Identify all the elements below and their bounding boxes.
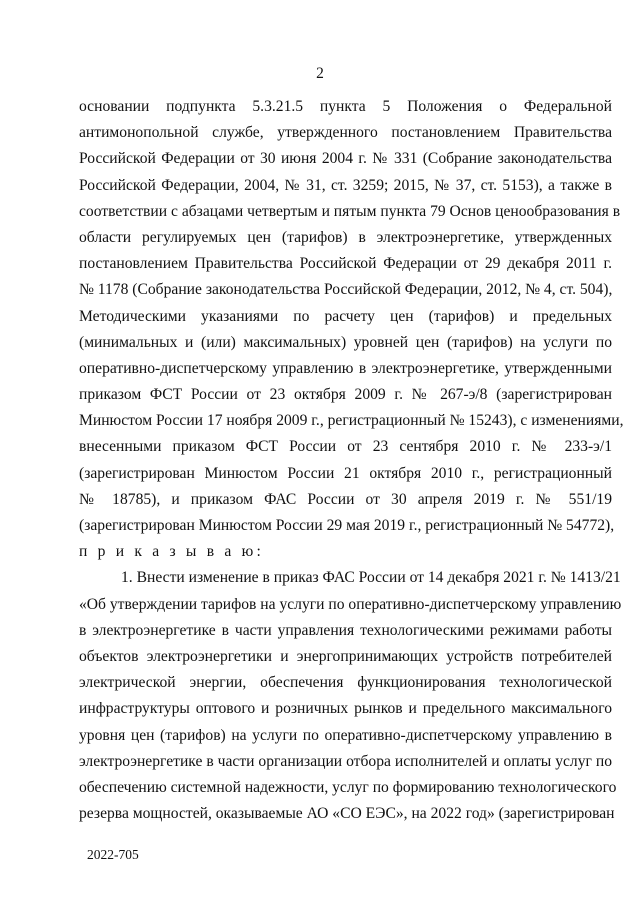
text-line: области регулируемых цен (тарифов) в электроэнергетике, утвержденных	[79, 228, 612, 246]
text-line: № 18785), и приказом ФАС России от 30 апреля 2019 г. № 551/19	[79, 490, 612, 508]
text-line: основании подпункта 5.3.21.5 пункта 5 Положения о Федеральной	[79, 98, 612, 115]
text-line: (зарегистрирован Минюстом России 21 октября 2010 г., регистрационный	[79, 464, 612, 482]
text-line: «Об утверждении тарифов на услуги по оперативно-диспетчерскому управлению	[79, 595, 622, 613]
text-line: соответствии с абзацами четвертым и пятым пункта 79 Основ ценообразования в	[79, 202, 621, 220]
text-line: электрической энергии, обеспечения функционирования технологической	[79, 674, 612, 692]
text-line: постановлением Правительства Российской Федерации от 29 декабря 2011 г.	[79, 255, 612, 273]
document-body	[79, 94, 624, 827]
item-1-paragraph	[79, 565, 622, 827]
text-line: Российской Федерации от 30 июня 2004 г. № 331 (Собрание законодательства	[79, 150, 612, 168]
text-line: Методическими указаниями по расчету цен (тарифов) и предельных	[79, 307, 612, 325]
document-code: 2022-705	[87, 847, 139, 862]
text-line: обеспечению системной надежности, услуг по формированию технологического	[79, 778, 617, 796]
text-line: (минимальных и (или) максимальных) уровней цен (тарифов) на услуги по	[79, 333, 612, 351]
text-line: электроэнергетике в части организации отбора исполнителей и оплаты услуг по	[79, 752, 612, 770]
text-line: резерва мощностей, оказываемые АО «СО ЕЭС», на 2022 год» (зарегистрирован	[79, 805, 615, 823]
text-line: 1. Внести изменение в приказ ФАС России от 14 декабря 2021 г. № 1413/21	[121, 569, 621, 587]
prikazyvayu-heading: п р и к а з ы в а ю:	[79, 543, 264, 561]
text-line: Российской Федерации, 2004, № 31, ст. 3259; 2015, № 37, ст. 5153), а также в	[79, 176, 612, 194]
text-line: приказом ФСТ России от 23 октября 2009 г. № 267-э/8 (зарегистрирован	[79, 386, 612, 404]
text-line: в электроэнергетике в части управления технологическими режимами работы	[79, 621, 612, 639]
text-line: оперативно-диспетчерскому управлению в электроэнергетике, утвержденными	[79, 359, 612, 377]
text-line: (зарегистрирован Минюстом России 29 мая 2019 г., регистрационный № 54772),	[79, 517, 615, 534]
intro-paragraph	[79, 94, 624, 539]
text-line: внесенными приказом ФСТ России от 23 сентября 2010 г. № 233-э/1	[79, 438, 612, 456]
page-number: 2	[316, 65, 324, 82]
text-line: объектов электроэнергетики и энергопринимающих устройств потребителей	[79, 647, 612, 665]
text-line: № 1178 (Собрание законодательства Российской Федерации, 2012, № 4, ст. 504),	[79, 281, 613, 299]
text-line: антимонопольной службе, утвержденного постановлением Правительства	[79, 124, 612, 142]
text-line: инфраструктуры оптового и розничных рынков и предельного максимального	[79, 700, 612, 718]
text-line: уровня цен (тарифов) на услуги по оперативно-диспетчерскому управлению в	[79, 726, 612, 744]
text-line: Минюстом России 17 ноября 2009 г., регистрационный № 15243), с изменениями,	[79, 412, 624, 430]
